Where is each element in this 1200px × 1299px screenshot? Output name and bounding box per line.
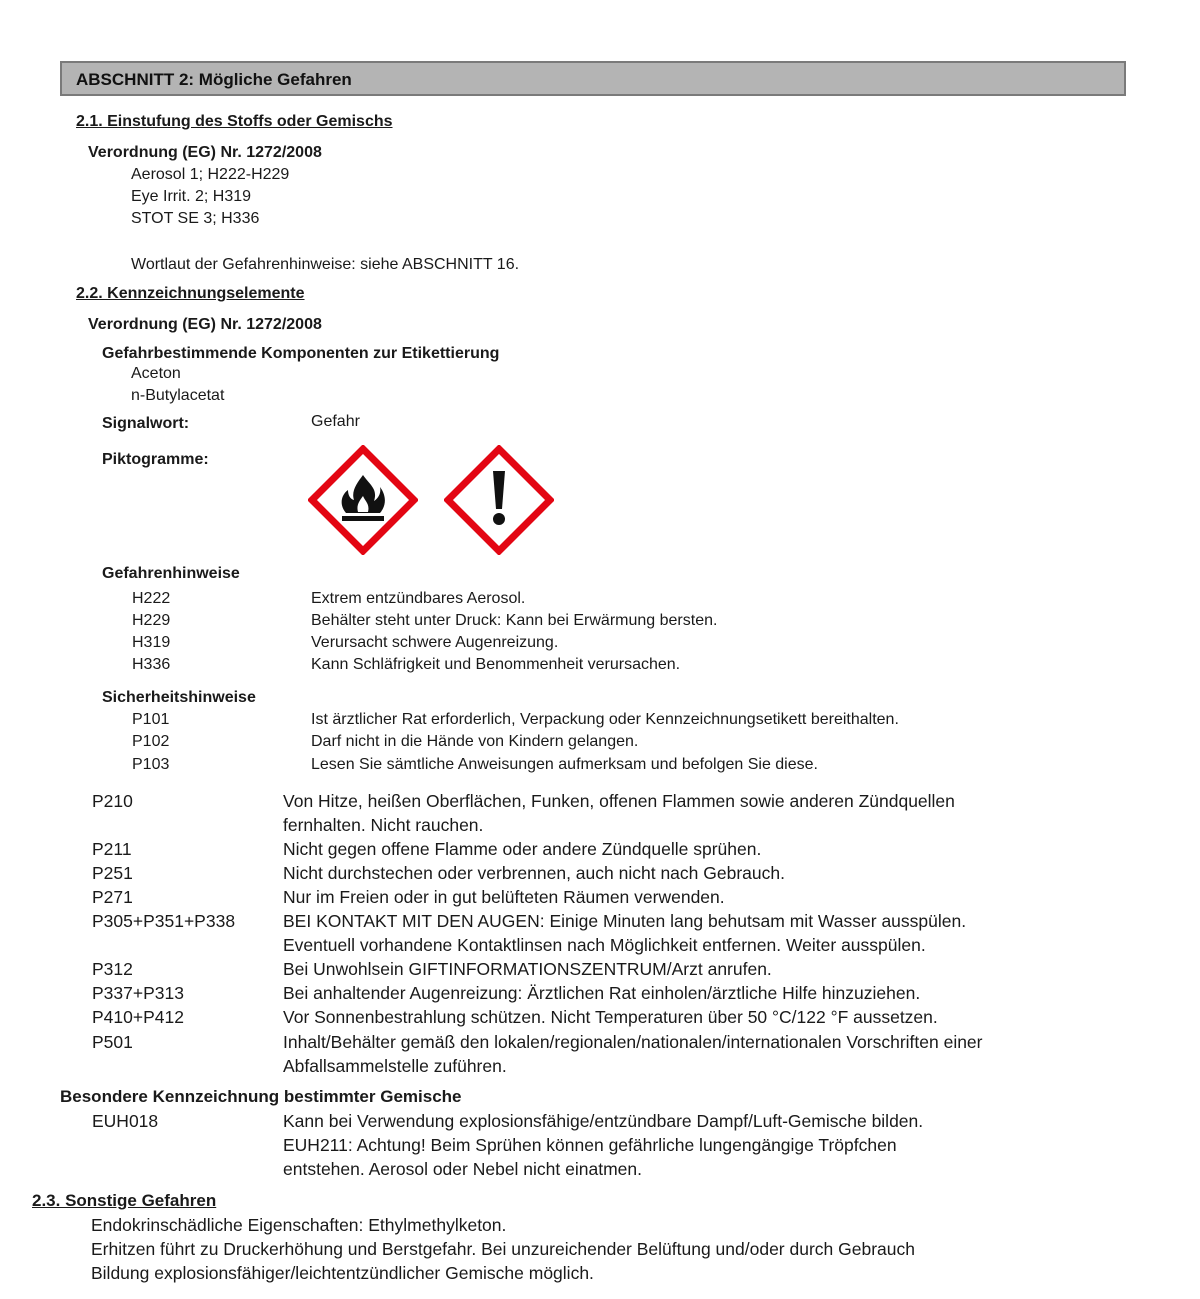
pictograms-label: Piktogramme: bbox=[102, 451, 209, 468]
hazard-text: Verursacht schwere Augenreizung. bbox=[311, 634, 559, 651]
component-item: n-Butylacetat bbox=[131, 387, 225, 404]
other-hazard-line: Bildung explosionsfähiger/leichtentzündlicher Gemische möglich. bbox=[91, 1263, 594, 1283]
precaution-code: P271 bbox=[92, 887, 133, 907]
precaution-code: P103 bbox=[132, 756, 170, 773]
regulation-2-2: Verordnung (EG) Nr. 1272/2008 bbox=[88, 316, 322, 333]
precautionary-statements-label: Sicherheitshinweise bbox=[102, 689, 256, 706]
precaution-text: Nicht durchstechen oder verbrennen, auch nicht nach Gebrauch. bbox=[283, 863, 785, 883]
classification-line: Eye Irrit. 2; H319 bbox=[131, 188, 252, 205]
other-hazard-line: Erhitzen führt zu Druckerhöhung und Berstgefahr. Bei unzureichender Belüftung und/oder durch Gebrauch bbox=[91, 1239, 915, 1259]
special-labelling-label: Besondere Kennzeichnung bestimmter Gemische bbox=[60, 1087, 462, 1106]
precaution-code: P305+P351+P338 bbox=[92, 911, 236, 931]
hazard-text: Kann Schläfrigkeit und Benommenheit verursachen. bbox=[311, 656, 681, 673]
precaution-text: BEI KONTAKT MIT DEN AUGEN: Einige Minuten lang behutsam mit Wasser ausspülen. bbox=[283, 911, 967, 931]
special-text: EUH211: Achtung! Beim Sprühen können gefährliche lungengängige Tröpfchen bbox=[283, 1135, 897, 1155]
precaution-code: P337+P313 bbox=[92, 983, 184, 1003]
heading-2-2: 2.2. Kennzeichnungselemente bbox=[76, 285, 305, 302]
signal-word-label: Signalwort: bbox=[102, 415, 190, 432]
precaution-text: Vor Sonnenbestrahlung schützen. Nicht Temperaturen über 50 °C/122 °F aussetzen. bbox=[283, 1007, 938, 1027]
precaution-text: Nicht gegen offene Flamme oder andere Zündquelle sprühen. bbox=[283, 839, 762, 859]
precaution-text: Von Hitze, heißen Oberflächen, Funken, offenen Flammen sowie anderen Zündquellen bbox=[283, 791, 955, 811]
precaution-code: P211 bbox=[92, 839, 132, 859]
precaution-code: P410+P412 bbox=[92, 1007, 184, 1027]
hazard-code: H229 bbox=[132, 612, 171, 629]
hazard-code: H222 bbox=[132, 590, 171, 607]
section-header bbox=[60, 61, 1126, 96]
section-title: ABSCHNITT 2: Mögliche Gefahren bbox=[76, 70, 352, 89]
hazard-text: Extrem entzündbares Aerosol. bbox=[311, 590, 526, 607]
precaution-code: P210 bbox=[92, 791, 133, 811]
hazard-code: H319 bbox=[132, 634, 171, 651]
precaution-text: Nur im Freien oder in gut belüfteten Räumen verwenden. bbox=[283, 887, 725, 907]
precaution-text: Darf nicht in die Hände von Kindern gelangen. bbox=[311, 733, 639, 750]
flame-pictogram-icon bbox=[308, 445, 418, 555]
precaution-text: Lesen Sie sämtliche Anweisungen aufmerksam und befolgen Sie diese. bbox=[311, 756, 818, 773]
precaution-text: fernhalten. Nicht rauchen. bbox=[283, 815, 484, 835]
hazard-text: Behälter steht unter Druck: Kann bei Erwärmung bersten. bbox=[311, 612, 718, 629]
precaution-code: P251 bbox=[92, 863, 133, 883]
precaution-text: Inhalt/Behälter gemäß den lokalen/regionalen/nationalen/internationalen Vorschriften einer bbox=[283, 1032, 983, 1052]
heading-2-3: 2.3. Sonstige Gefahren bbox=[32, 1191, 217, 1210]
classification-line: STOT SE 3; H336 bbox=[131, 210, 260, 227]
precaution-text: Eventuell vorhandene Kontaktlinsen nach Möglichkeit entfernen. Weiter ausspülen. bbox=[283, 935, 926, 955]
precaution-text: Bei Unwohlsein GIFTINFORMATIONSZENTRUM/Arzt anrufen. bbox=[283, 959, 772, 979]
precaution-text: Abfallsammelstelle zuführen. bbox=[283, 1056, 507, 1076]
signal-word-value: Gefahr bbox=[311, 413, 360, 430]
heading-2-1: 2.1. Einstufung des Stoffs oder Gemischs bbox=[76, 113, 393, 130]
components-label: Gefahrbestimmende Komponenten zur Etikettierung bbox=[102, 345, 500, 362]
hazard-code: H336 bbox=[132, 656, 171, 673]
special-text: Kann bei Verwendung explosionsfähige/entzündbare Dampf/Luft-Gemische bilden. bbox=[283, 1111, 924, 1131]
special-text: entstehen. Aerosol oder Nebel nicht einatmen. bbox=[283, 1159, 642, 1179]
precaution-code: P501 bbox=[92, 1032, 133, 1052]
other-hazard-line: Endokrinschädliche Eigenschaften: Ethylmethylketon. bbox=[91, 1215, 507, 1235]
hazard-wording-note: Wortlaut der Gefahrenhinweise: siehe ABSCHNITT 16. bbox=[131, 256, 520, 273]
exclamation-pictogram-icon bbox=[444, 445, 554, 555]
hazard-statements-label: Gefahrenhinweise bbox=[102, 565, 240, 582]
precaution-code: P312 bbox=[92, 959, 133, 979]
classification-line: Aerosol 1; H222-H229 bbox=[131, 166, 290, 183]
precaution-code: P101 bbox=[132, 711, 170, 728]
precaution-code: P102 bbox=[132, 733, 170, 750]
precaution-text: Ist ärztlicher Rat erforderlich, Verpackung oder Kennzeichnungsetikett bereithalten. bbox=[311, 711, 899, 728]
regulation-2-1: Verordnung (EG) Nr. 1272/2008 bbox=[88, 144, 322, 161]
precaution-text: Bei anhaltender Augenreizung: Ärztlichen Rat einholen/ärztliche Hilfe hinzuziehen. bbox=[283, 983, 921, 1003]
special-code: EUH018 bbox=[92, 1111, 159, 1131]
component-item: Aceton bbox=[131, 365, 181, 382]
